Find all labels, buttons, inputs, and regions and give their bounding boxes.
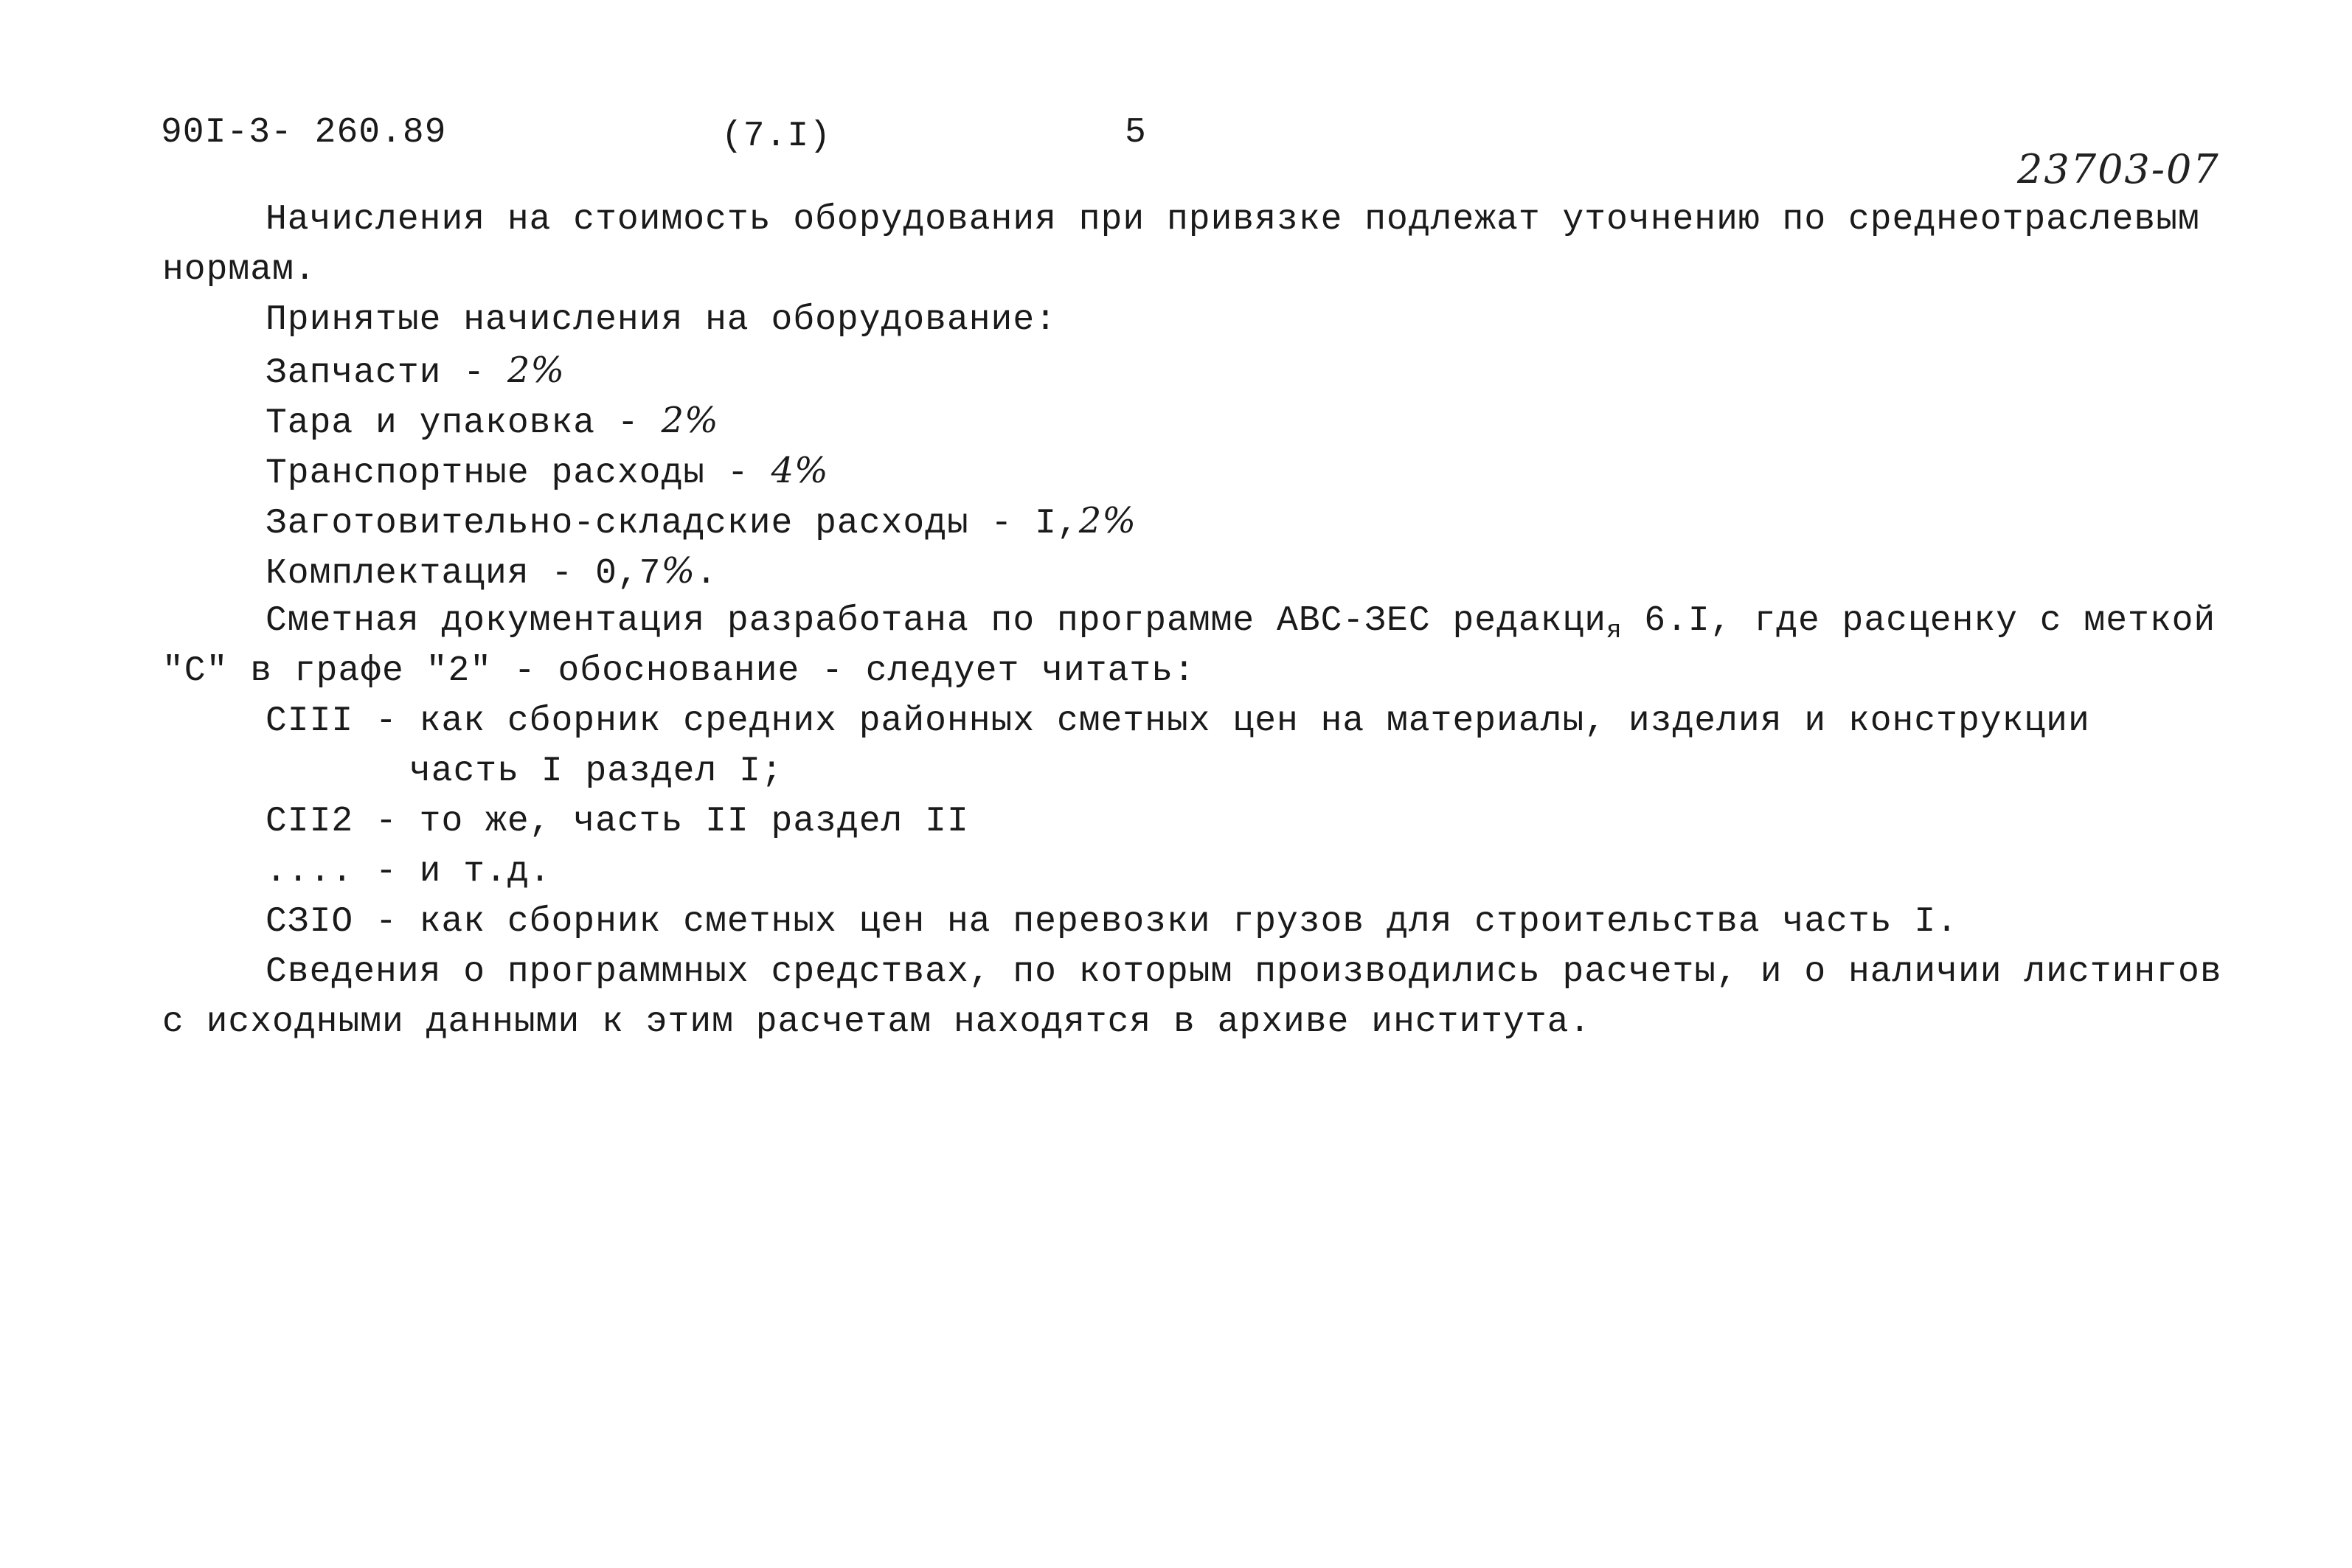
code-c111-line-1: СIII - как сборник средних районных сметных цен на материалы, изделия и конструкции bbox=[266, 701, 2090, 741]
charge-label: Заготовительно-складские расходы - I, bbox=[266, 504, 1079, 544]
section-number: (7.I) bbox=[721, 117, 832, 156]
paragraph-3-line-1: Сведения о программных средствах, по которым производились расчеты, и о наличии листингов bbox=[266, 952, 2222, 992]
code-c112: СII2 - то же, часть II раздел II bbox=[266, 802, 969, 842]
paragraph-3-line-2: с исходными данными к этим расчетам находятся в архиве института. bbox=[162, 1002, 1592, 1042]
paragraph-2-text-b: 6.I, где расценку с меткой bbox=[1622, 601, 2216, 641]
charge-item-packaging bbox=[266, 398, 719, 445]
accepted-charges-title: Принятые начисления на оборудование: bbox=[266, 300, 1057, 340]
paragraph-2-line-2: "С" в графе "2" - обоснование - следует читать: bbox=[162, 651, 1196, 691]
code-c111-line-2: часть I раздел I; bbox=[409, 752, 783, 791]
charge-value: 4% bbox=[771, 450, 829, 491]
paragraph-1-line-2: нормам. bbox=[162, 250, 316, 290]
charge-value: 2% bbox=[1078, 500, 1137, 541]
document-code: 90I-3- 260.89 bbox=[161, 113, 447, 153]
code-etc: .... - и т.д. bbox=[266, 852, 552, 892]
paragraph-2-line-1 bbox=[266, 599, 2216, 646]
paragraph-2-subscript: я bbox=[1606, 617, 1623, 645]
code-c310: СЗIО - как сборник сметных цен на перевозки грузов для строительства часть I. bbox=[266, 902, 1958, 942]
page-number: 5 bbox=[1125, 113, 1147, 153]
charge-item-completion bbox=[266, 549, 718, 596]
handwritten-number: 23703-07 bbox=[2017, 146, 2220, 192]
paragraph-2-text-a: Сметная документация разработана по программе АВС-ЗЕС редакци bbox=[266, 601, 1607, 641]
charge-item-procurement bbox=[266, 499, 1137, 546]
charge-label: Тара и упаковка - bbox=[266, 403, 662, 443]
charge-item-spare-parts bbox=[266, 348, 565, 395]
charge-value: % bbox=[661, 550, 696, 592]
charge-value: 2% bbox=[507, 350, 566, 391]
charge-item-transport bbox=[266, 448, 829, 496]
charge-label: Комплектация - 0,7 bbox=[266, 554, 662, 594]
charge-tail: . bbox=[695, 554, 718, 594]
charge-label: Запчасти - bbox=[266, 353, 507, 393]
charge-label: Транспортные расходы - bbox=[266, 454, 771, 493]
paragraph-1-line-1: Начисления на стоимость оборудования при привязке подлежат уточнению по среднеотраслевым bbox=[266, 200, 2200, 240]
charge-value: 2% bbox=[661, 400, 719, 441]
